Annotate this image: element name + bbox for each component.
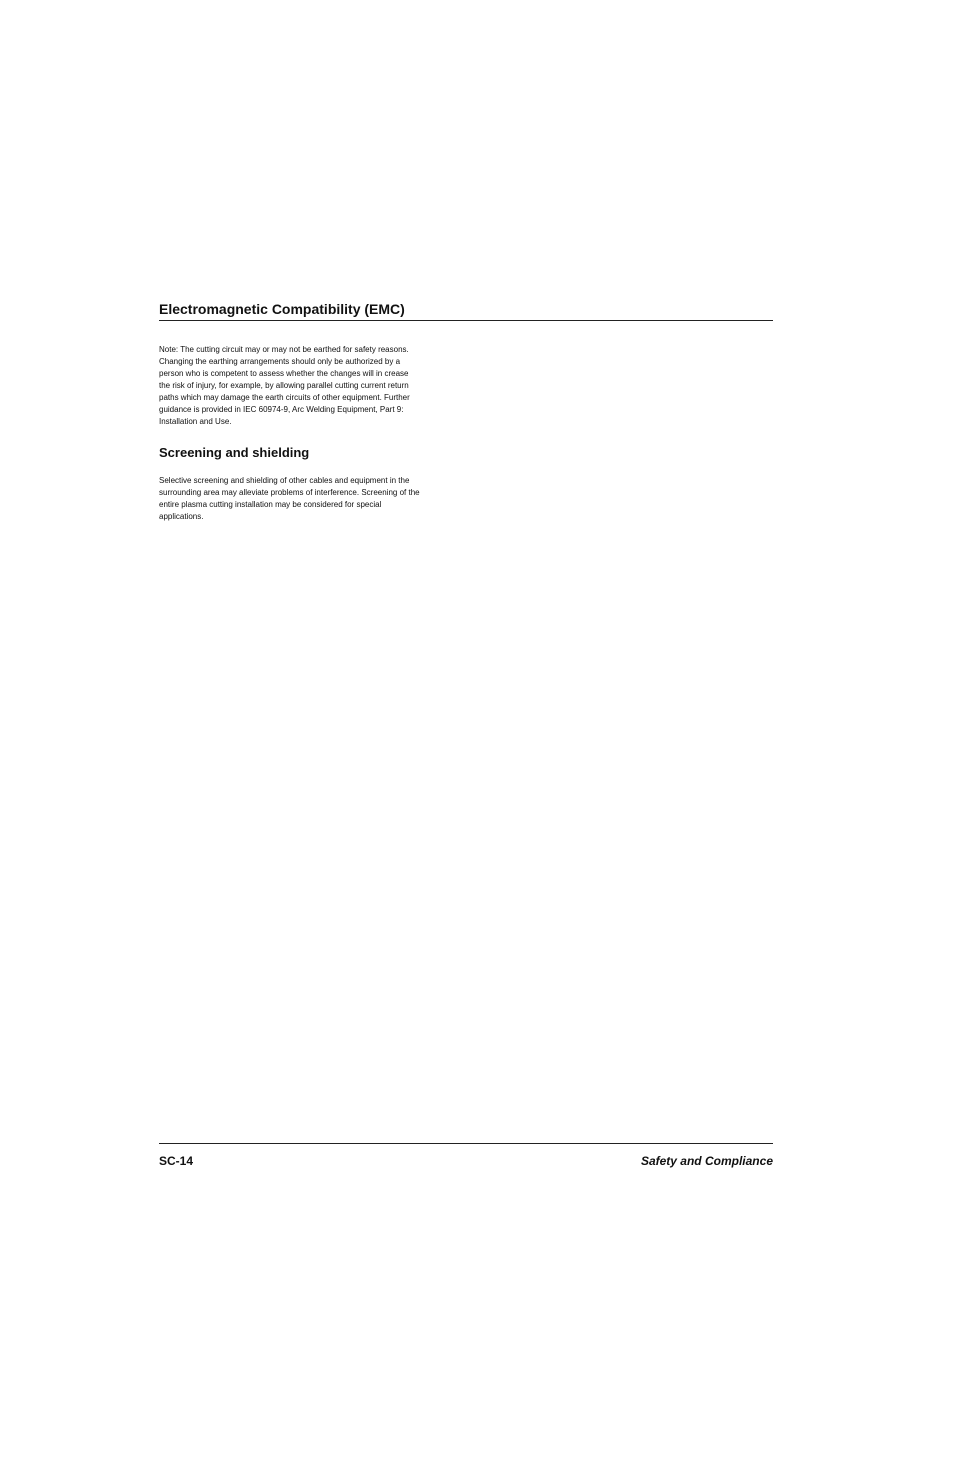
section-line: Selective screening and shielding of other cables and equipment in the <box>159 476 410 485</box>
note-line: guidance is provided in IEC 60974-9, Arc Welding Equipment, Part 9: <box>159 405 404 414</box>
note-line: Installation and Use. <box>159 417 232 426</box>
note-paragraph <box>159 344 459 428</box>
section-line: entire plasma cutting installation may be considered for special <box>159 500 382 509</box>
note-line: the risk of injury, for example, by allowing parallel cutting current return <box>159 381 409 390</box>
footer-section-name: Safety and Compliance <box>640 1154 773 1168</box>
note-line: paths which may damage the earth circuits of other equipment. Further <box>159 393 410 402</box>
section-heading: Screening and shielding <box>159 445 310 460</box>
note-line: Changing the earthing arrangements should only be authorized by a <box>159 357 401 366</box>
page-header <box>159 298 773 321</box>
note-line: person who is competent to assess whether the changes will in crease <box>159 369 409 378</box>
page-title: Electromagnetic Compatibility (EMC) <box>159 301 405 317</box>
section-line: applications. <box>159 512 204 521</box>
section-paragraph <box>159 475 459 523</box>
section-line: surrounding area may alleviate problems of interference. Screening of the <box>159 488 420 497</box>
note-line: Note: The cutting circuit may or may not be earthed for safety reasons. <box>159 345 409 354</box>
body-content <box>159 344 459 523</box>
page-footer <box>159 1143 773 1174</box>
page-number: SC-14 <box>159 1154 194 1168</box>
